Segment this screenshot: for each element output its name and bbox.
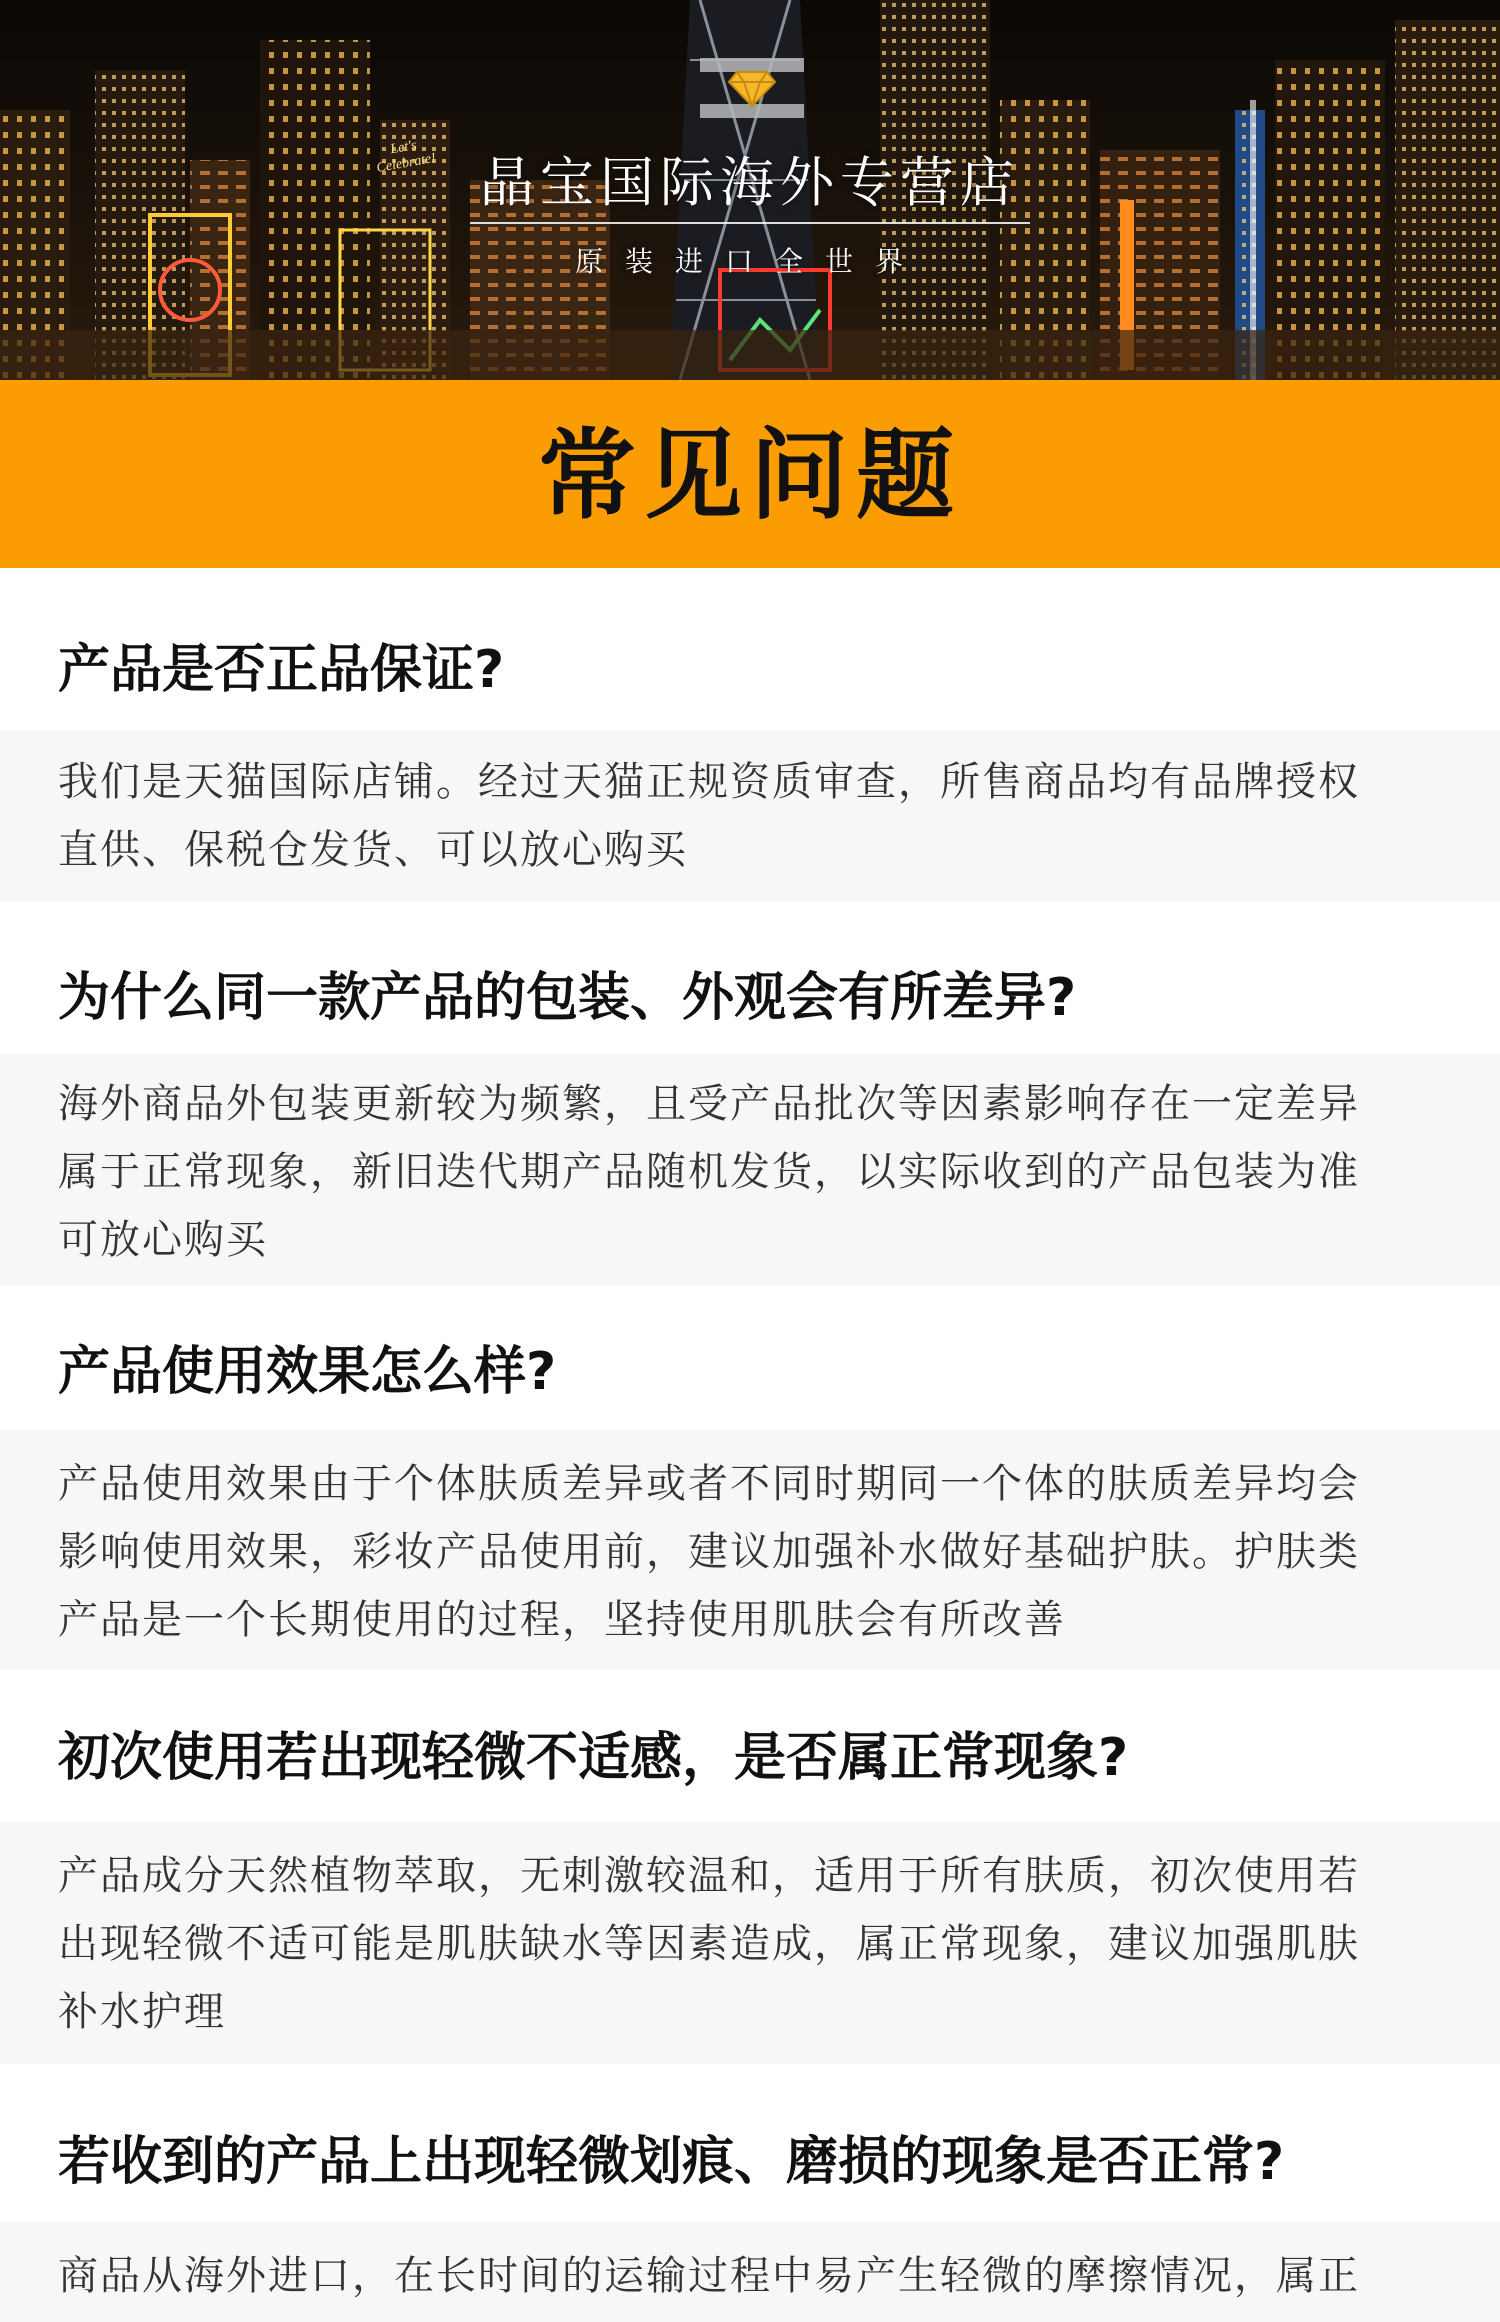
faq-answer-line: 产品是一个长期使用的过程，坚持使用肌肤会有所改善 xyxy=(58,1597,1066,1643)
faq-answer-line: 可放心购买 xyxy=(58,1217,268,1263)
faq-answer-line: 影响使用效果，彩妆产品使用前，建议加强补水做好基础护肤。护肤类 xyxy=(58,1529,1360,1575)
section-header xyxy=(0,380,1500,568)
faq-answer xyxy=(0,1822,1500,2064)
faq-answer xyxy=(0,2222,1500,2322)
faq-answer-line: 直供、保税仓发货、可以放心购买 xyxy=(58,827,688,873)
faq-answer-line: 补水护理 xyxy=(58,1989,226,2035)
section-title: 常见问题 xyxy=(537,419,962,533)
store-slogan: 原装进口全世界 xyxy=(574,245,925,278)
faq-question: 若收到的产品上出现轻微划痕、磨损的现象是否正常? xyxy=(58,2132,1285,2192)
store-banner xyxy=(0,0,1500,380)
store-name: 晶宝国际海外专营店 xyxy=(480,151,1020,214)
faq-question: 初次使用若出现轻微不适感，是否属正常现象? xyxy=(58,1728,1129,1788)
neon-sign: Let's Celebrate! xyxy=(375,137,438,176)
faq-answer-line: 产品成分天然植物萃取，无刺激较温和，适用于所有肤质，初次使用若 xyxy=(58,1853,1360,1899)
faq-answer xyxy=(0,1054,1500,1286)
diamond-icon xyxy=(727,68,777,108)
store-name-divider xyxy=(470,222,1030,224)
store-logo xyxy=(700,54,804,124)
faq-answer xyxy=(0,1430,1500,1670)
faq-question: 为什么同一款产品的包装、外观会有所差异? xyxy=(58,968,1077,1028)
faq-question: 产品使用效果怎么样? xyxy=(58,1342,557,1402)
faq-answer xyxy=(0,730,1500,902)
faq-answer-line: 我们是天猫国际店铺。经过天猫正规资质审查，所售商品均有品牌授权 xyxy=(58,759,1360,805)
faq-answer-line: 产品使用效果由于个体肤质差异或者不同时期同一个体的肤质差异均会 xyxy=(58,1461,1360,1507)
faq-answer-line: 海外商品外包装更新较为频繁，且受产品批次等因素影响存在一定差异 xyxy=(58,1081,1360,1127)
faq-question: 产品是否正品保证? xyxy=(58,640,505,700)
faq-answer-line: 出现轻微不适可能是肌肤缺水等因素造成，属正常现象，建议加强肌肤 xyxy=(58,1921,1360,1967)
faq-answer-line: 商品从海外进口，在长时间的运输过程中易产生轻微的摩擦情况，属正 xyxy=(58,2253,1360,2299)
faq-answer-line: 属于正常现象，新旧迭代期产品随机发货，以实际收到的产品包装为准 xyxy=(58,1149,1360,1195)
